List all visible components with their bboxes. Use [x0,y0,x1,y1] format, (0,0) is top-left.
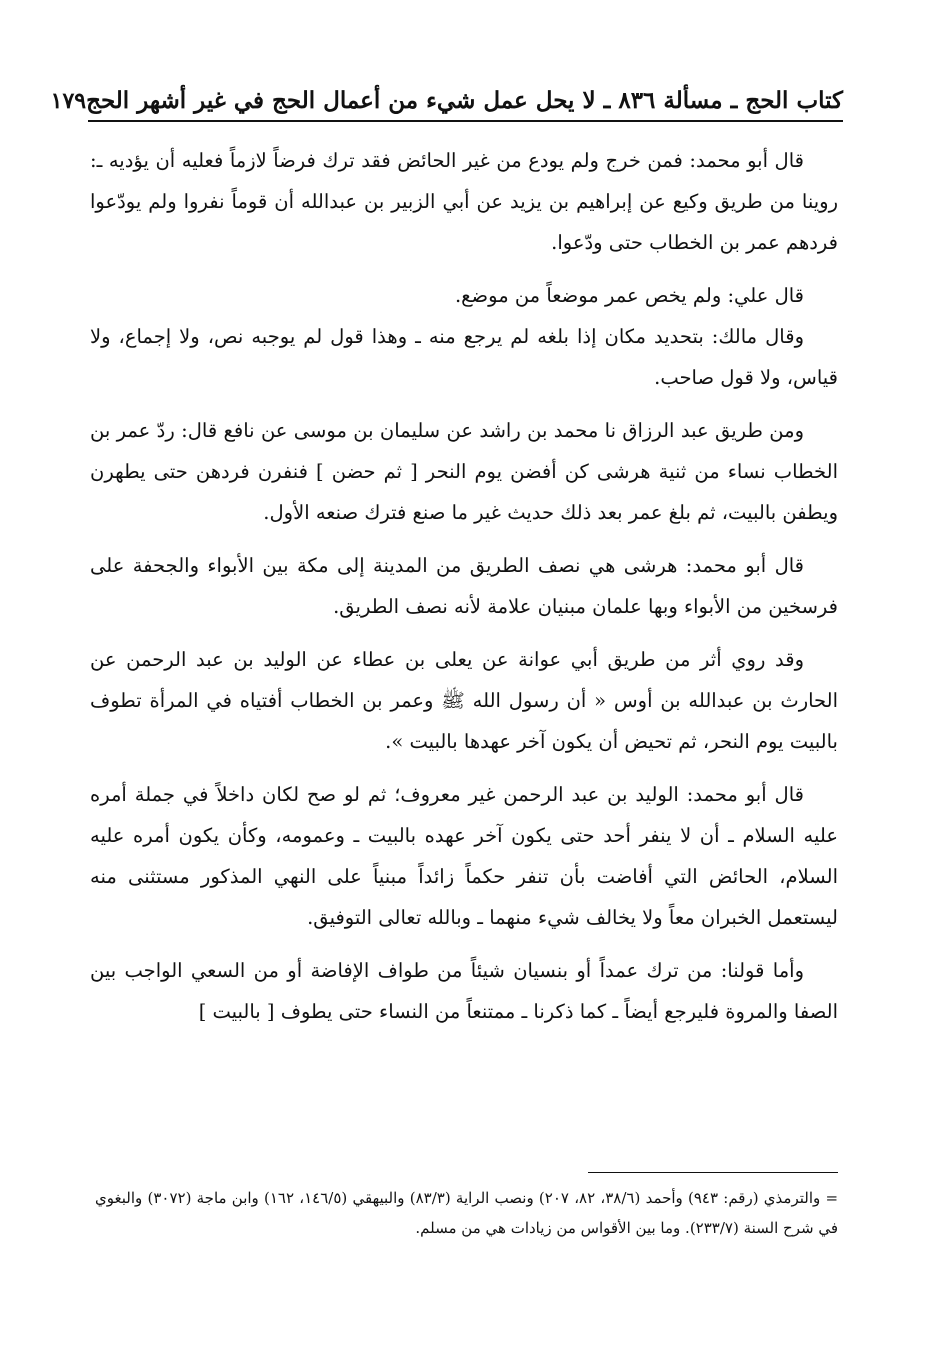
header-title: كتاب الحج ـ مسألة ٨٣٦ ـ لا يحل عمل شيء من أعمال الحج في غير أشهر الحج [86,87,843,114]
paragraph: وأما قولنا: من ترك عمداً أو بنسيان شيئاً من طواف الإفاضة أو من السعي الواجب بين الصفا والمروة فليرجع أيضاً ـ كما ذكرنا ـ ممتنعاً من النساء حتى يطوف [ بالبيت ] [90,959,838,1023]
main-text [90,140,838,1044]
paragraph: ومن طريق عبد الرزاق نا محمد بن راشد عن سليمان بن موسى عن نافع قال: ردّ عمر بن الخطاب نساء من ثنية هرشى كن أفضن يوم النحر [ ثم حضن ] فنفرن فردهن حتى يطهرن ويطفن بالبيت، ثم بلغ عمر بعد ذلك حديث غير ما صنع فترك صنعه الأول. [90,419,838,524]
header-divider [88,120,843,122]
footnote-divider [588,1172,838,1173]
paragraph: قال علي: ولم يخص عمر موضعاً من موضع. [454,284,804,307]
page-number: ١٧٩ [50,88,87,114]
footnotes [95,1183,838,1243]
paragraph: قال أبو محمد: هرشى هي نصف الطريق من المدينة إلى مكة بين الأبواء والجحفة على فرسخين من الأبواء وبها علمان مبنيان علامة لأنه نصف الطريق. [90,554,838,618]
footnote-text: = والترمذي (رقم: ٩٤٣) وأحمد (٣٨/٦، ٨٢، ٢٠٧) ونصب الراية (٨٣/٣) والبيهقي (١٤٦/٥، ١٦٢) وابن ماجة (٣٠٧٢) والبغوي في شرح السنة (٢٣٣/٧). وما بين الأقواس من زيادات هي من مسلم. [95,1189,839,1237]
running-header [50,64,843,114]
paragraph: وقد روي أثر من طريق أبي عوانة عن يعلى بن عطاء عن الوليد بن عبد الرحمن عن الحارث بن عبدالله بن أوس « أن رسول الله ﷺ وعمر بن الخطاب أفتياه في المرأة تطوف بالبيت يوم النحر، ثم تحيض أن يكون آخر عهدها بالبيت ». [90,648,838,753]
paragraph: وقال مالك: بتحديد مكان إذا بلغه لم يرجع منه ـ وهذا قول لم يوجبه نص، ولا إجماع، ولا قياس، ولا قول صاحب. [90,325,838,389]
paragraph: قال أبو محمد: الوليد بن عبد الرحمن غير معروف؛ ثم لو صح لكان داخلاً في جملة أمره عليه السلام ـ أن لا ينفر أحد حتى يكون آخر عهده بالبيت ـ وعمومه، وكأن يكون أمره عليه السلام، الحائض التي أفاضت بأن تنفر حكماً زائداً مبنياً على النهي المذكور مستثنى منه ليستعمل الخبران معاً ولا يخالف شيء منهما ـ وبالله تعالى التوفيق. [90,783,838,929]
paragraph: قال أبو محمد: فمن خرج ولم يودع من غير الحائض فقد ترك فرضاً لازماً فعليه أن يؤديه ـ: روينا من طريق وكيع عن إبراهيم بن يزيد عن أبي الزبير بن عبدالله أن قوماً نفروا ولم يودّعوا فردهم عمر بن الخطاب حتى ودّعوا. [90,149,838,254]
